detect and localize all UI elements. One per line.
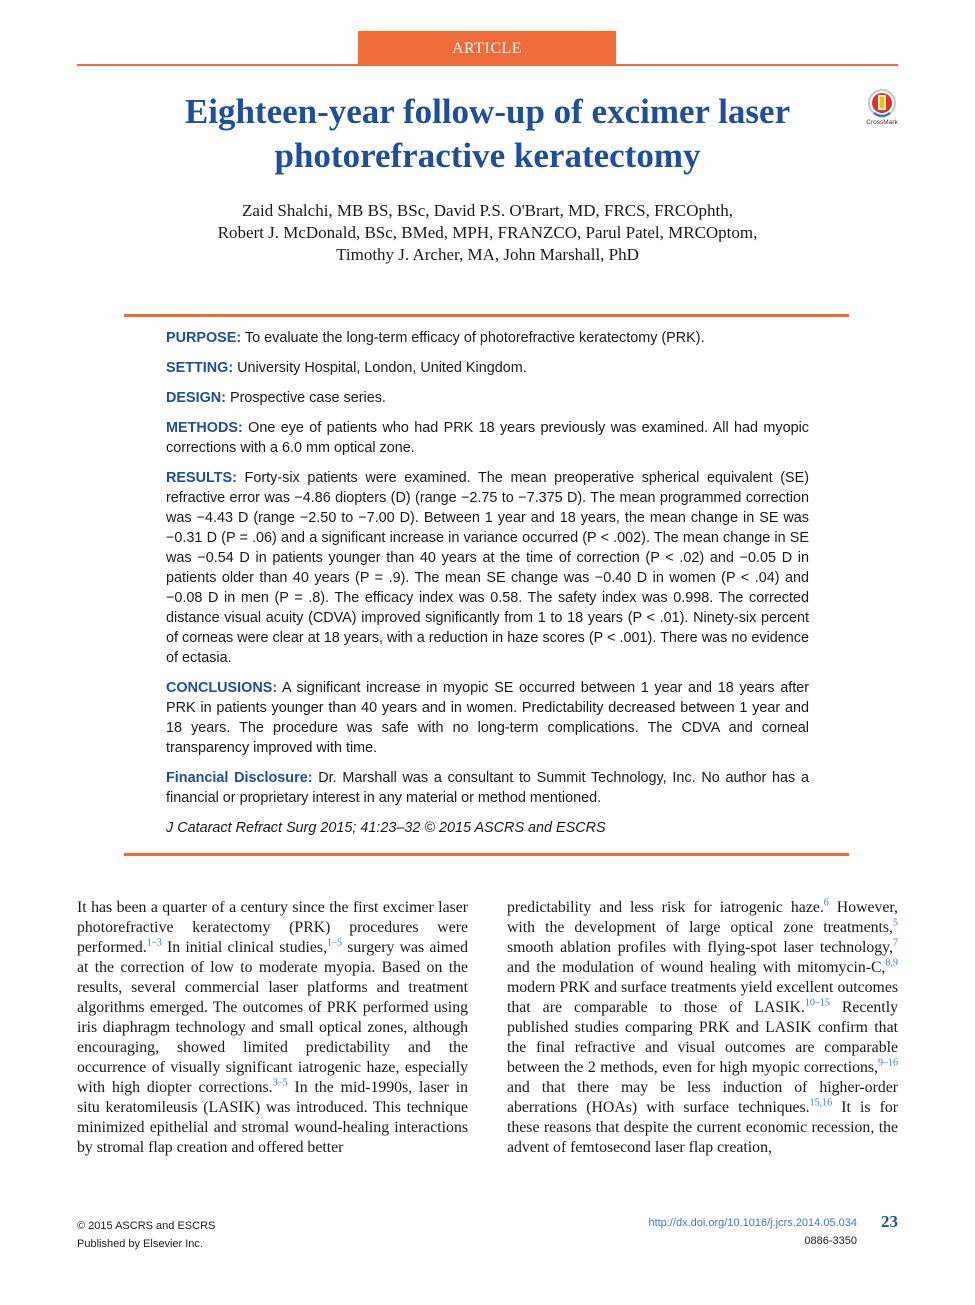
body-text: smooth ablation profiles with flying-spot laser technology, [507,939,893,956]
purpose-text: To evaluate the long-term efficacy of photorefractive keratectomy (PRK). [244,330,705,346]
abstract-top-rule [124,314,849,317]
conclusions-label: CONCLUSIONS: [166,680,278,696]
body-text: surgery was aimed at the correction of low to moderate myopia. Based on the results, several commercial laser platforms and treatment algorithms emerged. The outcomes of PRK performed using iris diaphragm technology and small optical zones, although encouraging, showed limited predictability and the occurrence of visually significant iatrogenic haze, especially with high diopter corrections. [77,939,468,1096]
design-text: Prospective case series. [229,390,386,406]
setting-label: SETTING: [166,360,234,376]
issn: 0886-3350 [804,1235,857,1247]
abstract-methods [166,418,809,458]
reference-link[interactable]: 6 [823,897,829,909]
section-label: ARTICLE [358,31,616,64]
article-title: Eighteen-year follow-up of excimer laser photorefractive keratectomy [184,92,791,175]
reference-link[interactable]: 3–5 [272,1077,288,1089]
author-list [100,200,875,266]
reference-link[interactable]: 5 [893,917,898,929]
crossmark-icon[interactable] [864,88,900,128]
body-text: Recently published studies comparing PRK and LASIK confirm that the final refractive and visual outcomes are comparable between the 2 methods, even for high myopic corrections, [507,999,898,1076]
body-text: In initial clinical studies, [161,939,328,956]
design-label: DESIGN: [166,390,226,406]
reference-link[interactable]: 10–15 [804,997,830,1009]
reference-link[interactable]: 1–5 [327,937,343,949]
abstract-results [166,468,809,668]
body-text: modern PRK and surface treatments yield excellent outcomes that are comparable to those of LASIK. [507,979,898,1016]
purpose-label: PURPOSE: [166,330,242,346]
methods-label: METHODS: [166,420,243,436]
reference-link[interactable]: 7 [893,937,898,949]
author-line: Zaid Shalchi, MB BS, BSc, David P.S. O'Brart, MD, FRCS, FRCOphth, [242,201,733,220]
body-paragraph [77,898,468,1158]
doi-link[interactable]: http://dx.doi.org/10.1016/j.jcrs.2014.05.034 [648,1217,857,1229]
disclosure-label: Financial Disclosure: [166,770,313,786]
page-number: 23 [881,1212,898,1231]
body-text: It has been a quarter of a century since the first excimer laser photorefractive keratectomy (PRK) procedures were performed. [77,899,468,956]
body-text: and the modulation of wound healing with mitomycin-C, [507,959,886,976]
footer-left [77,1217,215,1253]
abstract-setting [166,358,809,378]
body-text: It is for these reasons that despite the current economic recession, the advent of femtosecond laser flap creation, [507,1099,898,1156]
setting-text: University Hospital, London, United Kingdom. [237,360,527,376]
abstract-design [166,388,809,408]
reference-link[interactable]: 15,16 [809,1097,833,1109]
disclosure-text: Dr. Marshall was a consultant to Summit Technology, Inc. No author has a financial or proprietary interest in any material or method mentioned. [166,770,809,806]
footer-copyright: © 2015 ASCRS and ESCRS [77,1220,216,1232]
conclusions-text: A significant increase in myopic SE occurred between 1 year and 18 years after PRK in patients younger than 40 years and in women. Predictability decreased between 1 year and 18 years. The procedure was safe with no long-term complications. The CDVA and corneal transparency improved with time. [166,680,809,756]
crossmark-label: CrossMark [866,119,898,126]
author-line: Robert J. McDonald, BSc, BMed, MPH, FRANZCO, Parul Patel, MRCOptom, [217,223,758,242]
body-column-right [507,898,898,1158]
results-label: RESULTS: [166,470,237,486]
body-paragraph [507,898,898,1158]
methods-text: One eye of patients who had PRK 18 years previously was examined. All had myopic corrections with a 6.0 mm optical zone. [166,420,810,456]
abstract-conclusions [166,678,809,758]
body-text: In the mid-1990s, laser in situ keratomileusis (LASIK) was introduced. This technique minimized epithelial and stromal wound-healing interactions by stromal flap creation and offered better [77,1079,469,1156]
abstract-bottom-rule [124,853,849,856]
reference-link[interactable]: 8,9 [885,957,898,969]
footer-publisher: Published by Elsevier Inc. [77,1238,203,1250]
reference-link[interactable]: 9–16 [878,1057,898,1069]
body-text: predictability and less risk for iatrogenic haze. [507,899,824,916]
journal-citation: J Cataract Refract Surg 2015; 41:23–32 © 2015 ASCRS and ESCRS [166,820,606,836]
abstract-purpose [166,328,809,348]
body-text: However, with the development of large optical zone treatments, [507,899,898,936]
abstract-disclosure [166,768,809,808]
author-line: Timothy J. Archer, MA, John Marshall, PhD [336,245,639,264]
abstract [166,328,809,848]
body-column-left [77,898,468,1158]
reference-link[interactable]: 1–3 [146,937,162,949]
body-text: and that there may be less induction of higher-order aberrations (HOAs) with surface techniques. [507,1079,898,1116]
results-text: Forty-six patients were examined. The mean preoperative spherical equivalent (SE) refractive error was −4.86 diopters (D) (range −2.75 to −7.375 D). The mean programmed correction was −4.43 D (range −2.50 to −7.00 D). Between 1 year and 18 years, the mean change in SE was −0.31 D (P = .06) and a significant increase in variance occurred (P < .002). The mean change in SE was −0.54 D in patients younger than 40 years at the time of correction (P < .02) and −0.05 D in patients older than 40 years (P = .9). The mean SE change was −0.40 D in women (P < .04) and −0.08 D in men (P = .8). The efficacy index was 0.58. The safety index was 0.998. The corrected distance visual acuity (CDVA) improved significantly from 1 to 18 years (P < .01). Ninety-six percent of corneas were clear at 18 years, with a reduction in haze scores (P < .001). There was no evidence of ectasia. [166,470,809,666]
header-divider [77,64,898,66]
